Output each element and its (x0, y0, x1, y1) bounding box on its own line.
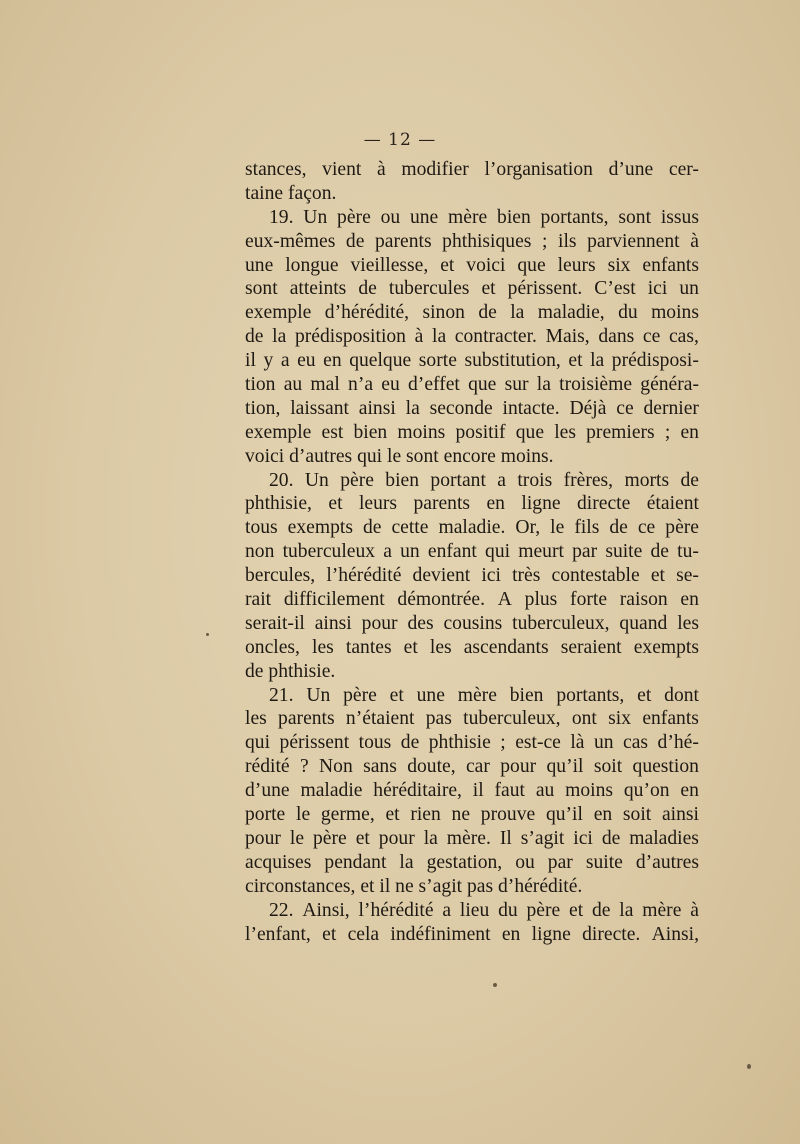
text-line: taine façon. (245, 182, 337, 204)
page-number: — 12 — (363, 130, 437, 150)
text-line: acquises pendant la gestation, ou par suite d’autres (245, 851, 699, 873)
ink-speck (493, 983, 497, 987)
text-line: oncles, les tantes et les ascendants seraient exempts (245, 636, 699, 658)
text-line: tion, laissant ainsi la seconde intacte. Déjà ce dernier (245, 397, 699, 419)
text-line: 20. Un père bien portant a trois frères, morts de (269, 469, 699, 491)
text-line: voici d’autres qui le sont encore moins. (245, 445, 554, 467)
text-line: rédité ? Non sans doute, car pour qu’il soit question (245, 756, 699, 778)
body-text (245, 158, 699, 946)
text-line: sont atteints de tubercules et périssent. C’est ici un (245, 278, 699, 300)
text-line: eux-mêmes de parents phthisiques ; ils parviennent à (245, 230, 699, 252)
text-line: exemple est bien moins positif que les premiers ; en (245, 421, 699, 443)
text-line: rait difficilement démontrée. A plus forte raison en (245, 589, 699, 611)
text-line: serait-il ainsi pour des cousins tuberculeux, quand les (245, 612, 699, 634)
text-line: phthisie, et leurs parents en ligne directe étaient (245, 493, 699, 515)
text-line: 19. Un père ou une mère bien portants, sont issus (269, 206, 699, 228)
text-line: une longue vieillesse, et voici que leurs six enfants (245, 254, 699, 276)
text-line: de la prédisposition à la contracter. Mais, dans ce cas, (245, 326, 699, 348)
text-line: non tuberculeux a un enfant qui meurt par suite de tu- (245, 541, 699, 563)
text-line: qui périssent tous de phthisie ; est-ce là un cas d’hé- (245, 732, 699, 754)
text-line: il y a eu en quelque sorte substitution, et la prédisposi- (245, 350, 699, 372)
text-line: l’enfant, et cela indéfiniment en ligne directe. Ainsi, (245, 923, 699, 945)
text-line: pour le père et pour la mère. Il s’agit ici de maladies (245, 827, 699, 849)
text-line: circonstances, et il ne s’agit pas d’hérédité. (245, 875, 583, 897)
text-line: les parents n’étaient pas tuberculeux, ont six enfants (245, 708, 699, 730)
ink-speck (206, 633, 209, 636)
text-line: tous exempts de cette maladie. Or, le fils de ce père (245, 517, 699, 539)
text-line: stances, vient à modifier l’organisation d’une cer- (245, 159, 699, 180)
text-line: bercules, l’hérédité devient ici très contestable et se- (245, 565, 699, 587)
text-line: porte le germe, et rien ne prouve qu’il en soit ainsi (245, 804, 699, 826)
text-line: exemple d’hérédité, sinon de la maladie, du moins (245, 302, 699, 324)
text-line: de phthisie. (245, 660, 336, 682)
text-line: 22. Ainsi, l’hérédité a lieu du père et de la mère à (269, 899, 699, 921)
text-line: d’une maladie héréditaire, il faut au moins qu’on en (245, 780, 699, 802)
ink-speck (747, 1064, 751, 1069)
text-line: tion au mal n’a eu d’effet que sur la troisième généra- (245, 374, 699, 396)
text-line: 21. Un père et une mère bien portants, et dont (269, 684, 699, 706)
